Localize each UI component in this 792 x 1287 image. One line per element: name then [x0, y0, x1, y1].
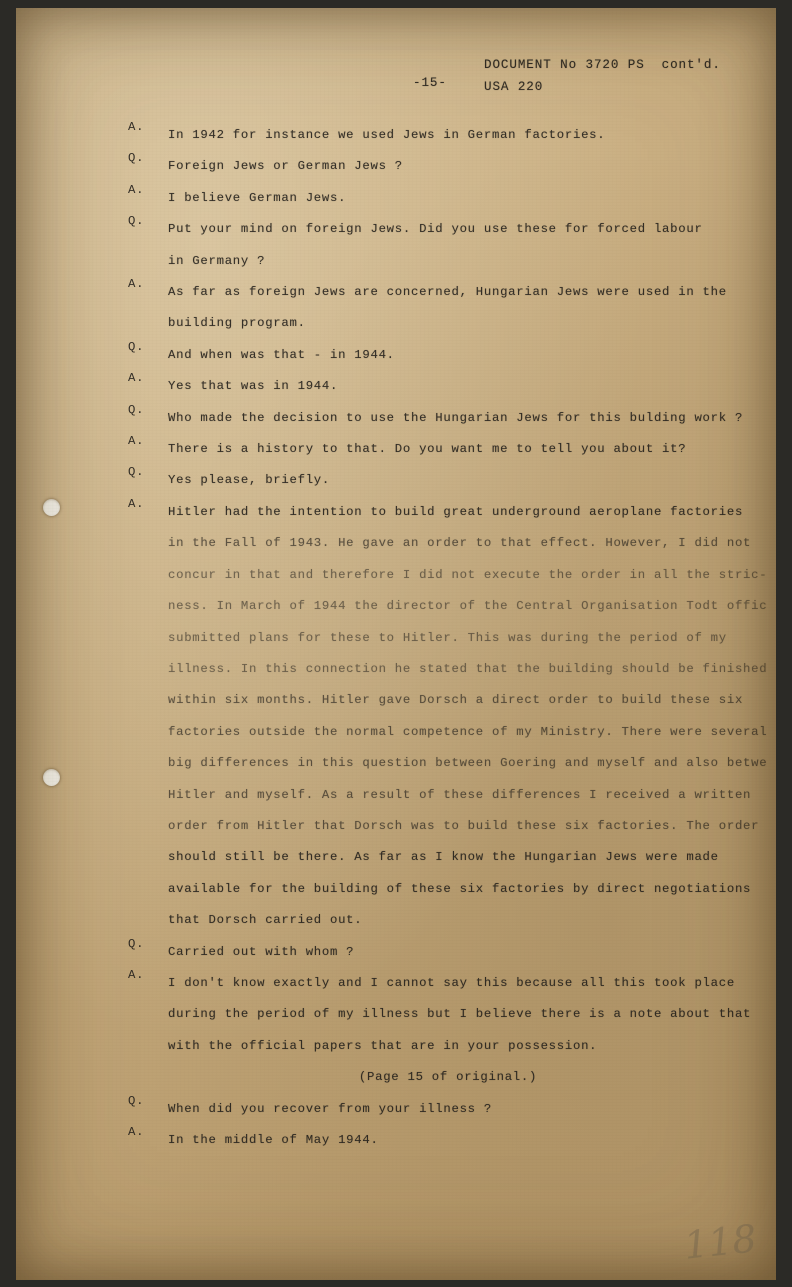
- transcript-entry: [128, 340, 768, 371]
- transcript-entry: [128, 151, 768, 182]
- transcript-line: factories outside the normal competence of my Ministry. There were several: [168, 724, 768, 739]
- transcript-entry: [128, 120, 768, 151]
- transcript-entry: [128, 937, 768, 968]
- original-page-note-text: (Page 15 of original.): [358, 1070, 538, 1085]
- transcript-body: [128, 120, 768, 1156]
- transcript-line: available for the building of these six factories by direct negotiations: [168, 881, 752, 896]
- transcript-lines: [168, 968, 768, 1062]
- original-page-note: [128, 1062, 768, 1093]
- speaker-mark: Q.: [128, 1093, 145, 1108]
- speaker-mark: A.: [128, 434, 145, 449]
- transcript-lines: [168, 497, 768, 937]
- transcript-lines: [168, 340, 768, 371]
- transcript-lines: [168, 277, 768, 340]
- punch-hole-lower: [43, 769, 60, 786]
- transcript-entry: [128, 1125, 768, 1156]
- speaker-mark: Q.: [128, 402, 145, 417]
- transcript-line: Foreign Jews or German Jews ?: [168, 159, 403, 174]
- transcript-line: illness. In this connection he stated that the building should be finished: [168, 661, 768, 676]
- transcript-entry: [128, 214, 768, 277]
- transcript-line: that Dorsch carried out.: [168, 913, 363, 928]
- speaker-mark: Q.: [128, 214, 145, 229]
- transcript-line: big differences in this question between Goering and myself and also betwe: [168, 756, 768, 771]
- transcript-entry: [128, 465, 768, 496]
- document-number-header: DOCUMENT No 3720 PS cont'd.: [484, 58, 721, 72]
- page-marker: -15-: [413, 76, 447, 90]
- transcript-line: order from Hitler that Dorsch was to build these six factories. The order: [168, 818, 760, 833]
- transcript-entry: [128, 968, 768, 1062]
- transcript-lines: [168, 937, 768, 968]
- transcript-entry: [128, 403, 768, 434]
- transcript-line: ness. In March of 1944 the director of the Central Organisation Todt offic: [168, 599, 768, 614]
- transcript-entry: [128, 277, 768, 340]
- transcript-line: submitted plans for these to Hitler. This was during the period of my: [168, 630, 727, 645]
- transcript-line: Who made the decision to use the Hungarian Jews for this bulding work ?: [168, 410, 744, 425]
- transcript-lines: [168, 151, 768, 182]
- speaker-mark: A.: [128, 967, 145, 982]
- transcript-line: I believe German Jews.: [168, 190, 347, 205]
- transcript-line: with the official papers that are in your possession.: [168, 1038, 598, 1053]
- transcript-line: building program.: [168, 316, 306, 331]
- transcript-line: concur in that and therefore I did not execute the order in all the stric-: [168, 567, 768, 582]
- speaker-mark: Q.: [128, 151, 145, 166]
- transcript-line: I don't know exactly and I cannot say this because all this took place: [168, 975, 735, 990]
- punch-hole-upper: [43, 499, 60, 516]
- speaker-mark: A.: [128, 496, 145, 511]
- transcript-line: should still be there. As far as I know the Hungarian Jews were made: [168, 850, 719, 865]
- transcript-lines: [168, 465, 768, 496]
- transcript-line: And when was that - in 1944.: [168, 347, 395, 362]
- transcript-line: In the middle of May 1944.: [168, 1133, 379, 1147]
- transcript-lines: [168, 371, 768, 402]
- transcript-line: in Germany ?: [168, 253, 266, 268]
- speaker-mark: A.: [128, 182, 145, 197]
- transcript-entry: [128, 371, 768, 402]
- speaker-mark: A.: [128, 277, 145, 292]
- transcript-line: in the Fall of 1943. He gave an order to that effect. However, I did not: [168, 536, 752, 551]
- speaker-mark: A.: [128, 120, 145, 134]
- transcript-lines: [168, 183, 768, 214]
- transcript-entry: [128, 183, 768, 214]
- transcript-lines: [168, 120, 768, 151]
- transcript-lines: [168, 1094, 768, 1125]
- handwritten-page-number: 118: [681, 1216, 759, 1268]
- transcript-entry: [128, 497, 768, 937]
- speaker-mark: Q.: [128, 465, 145, 480]
- speaker-mark: A.: [128, 371, 145, 386]
- transcript-line: during the period of my illness but I believe there is a note about that: [168, 1007, 752, 1022]
- transcript-line: Hitler and myself. As a result of these differences I received a written: [168, 787, 752, 802]
- transcript-lines: [168, 403, 768, 434]
- transcript-line: When did you recover from your illness ?: [168, 1101, 492, 1116]
- exhibit-number-header: USA 220: [484, 80, 544, 94]
- transcript-line: Hitler had the intention to build great underground aeroplane factories: [168, 504, 744, 519]
- speaker-mark: Q.: [128, 339, 145, 354]
- transcript-line: Yes please, briefly.: [168, 473, 330, 488]
- speaker-mark: Q.: [128, 936, 145, 951]
- transcript-line: Carried out with whom ?: [168, 944, 355, 959]
- transcript-line: within six months. Hitler gave Dorsch a direct order to build these six: [168, 693, 744, 708]
- transcript-line: Put your mind on foreign Jews. Did you use these for forced labour: [168, 222, 703, 237]
- transcript-line: Yes that was in 1944.: [168, 379, 339, 394]
- transcript-entry: [128, 434, 768, 465]
- transcript-line: As far as foreign Jews are concerned, Hungarian Jews were used in the: [168, 285, 727, 300]
- transcript-lines: [168, 214, 768, 277]
- transcript-lines: [168, 1125, 768, 1156]
- transcript-entry: [128, 1094, 768, 1125]
- paper-sheet: [16, 8, 776, 1280]
- transcript-line: There is a history to that. Do you want me to tell you about it?: [168, 442, 687, 457]
- transcript-lines: [168, 434, 768, 465]
- transcript-line: In 1942 for instance we used Jews in German factories.: [168, 128, 606, 142]
- speaker-mark: A.: [128, 1125, 145, 1139]
